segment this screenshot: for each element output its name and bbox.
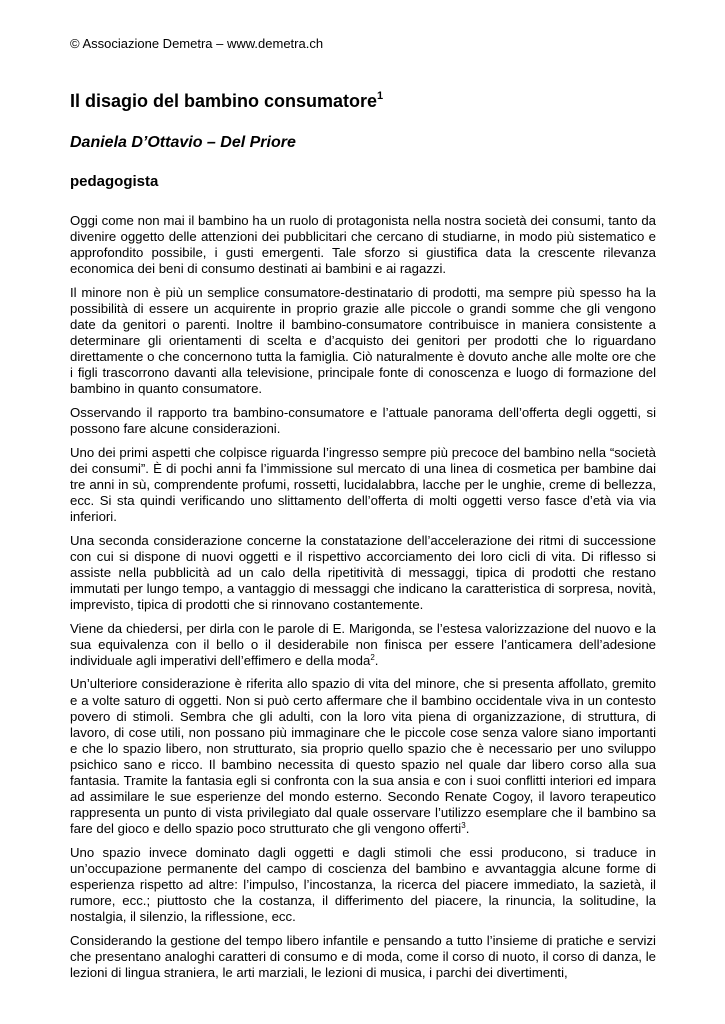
paragraph-6 — [70, 621, 656, 669]
paragraph-1: Oggi come non mai il bambino ha un ruolo di protagonista nella nostra società dei consumi, tanto da divenire oggetto delle attenzioni dei pubblicitari che cercano di studiarne, in modo più sistematico e approfondito possibile, i gusti emergenti. Tale sforzo si giustifica data la crescente rilevanza economica dei beni di consumo destinati ai bambini e ai ragazzi. — [70, 213, 656, 277]
paragraph-9: Considerando la gestione del tempo libero infantile e pensando a tutto l’insieme di pratiche e servizi che presentano analoghi caratteri di consumo e di moda, come il corso di nuoto, il corso di danza, le lezioni di lingua straniera, le arti marziali, le lezioni di musica, i parchi dei divertimenti, — [70, 932, 656, 981]
author-role: pedagogista — [70, 173, 159, 190]
paragraph-3: Osservando il rapporto tra bambino-consumatore e l’attuale panorama dell’offerta degli oggetti, si possono fare alcune considerazioni. — [70, 405, 656, 437]
paragraph-2: Il minore non è più un semplice consumatore-destinatario di prodotti, ma sempre più spesso ha la possibilità di essere un acquirente in proprio grazie alle piccole o grandi somme che gli vengono date da genitori o parenti. Inoltre il bambino-consumatore contribuisce in maniera consistente a determinare gli orientamenti di scelta e d’acquisto dei genitori per prodotti che lo riguardano direttamente o che concernono tutta la famiglia. Ciò naturalmente è dovuto anche alle molte ore che i figli trascorrono davanti alla televisione, principale fonte di conoscenza e luogo di formazione del bambino in quanto consumatore. — [70, 284, 656, 397]
footnote-ref-2: 2 — [370, 652, 375, 662]
paragraph-7 — [70, 676, 656, 837]
paragraph-7-text: Un’ulteriore considerazione è riferita allo spazio di vita del minore, che si presenta affollato, gremito e a volte saturo di oggetti. Non si può certo affermare che il bambino occidentale viva in un contesto povero di stimoli. Sembra che gli adulti, con la loro vita piena di organizzazione, di struttura, di lavoro, di cose utili, non possano più immaginare che le piccole cose senza valore siano importanti e che lo spazio libero, non strutturato, sia proprio quello spazio che è necessario per uno sviluppo psichico sano e ricco. Il bambino necessita di questo spazio nel quale dar libero corso alla sua fantasia. Tramite la fantasia egli si confronta con la sua ansia e con i suoi conflitti interiori ed impara ad assimilare le sue esperienze del mondo esterno. Secondo Renate Cogoy, il lavoro terapeutico rappresenta un punto di vista privilegiato dal quale osservare l’utilizzo esemplare che il bambino sa fare del gioco e dello spazio poco strutturato che gli vengono offerti — [70, 676, 656, 837]
paragraph-5: Una seconda considerazione concerne la constatazione dell’accelerazione dei ritmi di successione con cui si dispone di nuovi oggetti e il rispettivo accorciamento dei loro cicli di vita. Di riflesso si assiste nella pubblicità ad un calo della ripetitività di messaggi, tipica di prodotti che restano immutati per lungo tempo, a vantaggio di messaggi che indicano la caratteristica di sorpresa, novità, imprevisto, tipica di prodotti che si rinnovano costantemente. — [70, 532, 656, 613]
paragraph-6-end: . — [374, 652, 379, 668]
article-title — [70, 90, 383, 112]
article-title-text: Il disagio del bambino consumatore — [70, 91, 378, 111]
paragraph-4: Uno dei primi aspetti che colpisce riguarda l’ingresso sempre più precoce del bambino nella “società dei consumi”. È di pochi anni fa l’immissione sul mercato di una linea di cosmetica per bambine dai tre anni in sù, comprendente profumi, rossetti, lucidalabbra, lacche per le unghie, creme di bellezza, ecc. Si sta quindi verificando uno slittamento dell’offerta di molti oggetti verso fasce d’età via via inferiori. — [70, 444, 656, 525]
copyright-header: © Associazione Demetra – www.demetra.ch — [70, 36, 324, 51]
author-name: Daniela D’Ottavio – Del Priore — [70, 134, 296, 151]
paragraph-7-end: . — [465, 821, 470, 837]
paragraph-6-text: Viene da chiedersi, per dirla con le parole di E. Marigonda, se l’estesa valorizzazione del nuovo e la sua equivalenza con il bello o il desiderabile non finisca per essere l’anticamera dell’adesione individuale agli imperativi dell’effimero e della moda — [70, 620, 656, 668]
footnote-ref-3: 3 — [461, 821, 466, 831]
paragraph-8: Uno spazio invece dominato dagli oggetti e dagli stimoli che essi producono, si traduce in un’occupazione permanente del campo di coscienza del bambino e avvantaggia alcune forme di esperienza rispetto ad altre: l’impulso, l’incostanza, la ricerca del piacere immediato, la sazietà, il rumore, ecc.; piuttosto che la costanza, il differimento del piacere, la rinuncia, la solitudine, la nostalgia, il silenzio, la riflessione, ecc. — [70, 844, 656, 925]
article-body — [70, 213, 656, 989]
footnote-ref-1: 1 — [377, 90, 384, 102]
